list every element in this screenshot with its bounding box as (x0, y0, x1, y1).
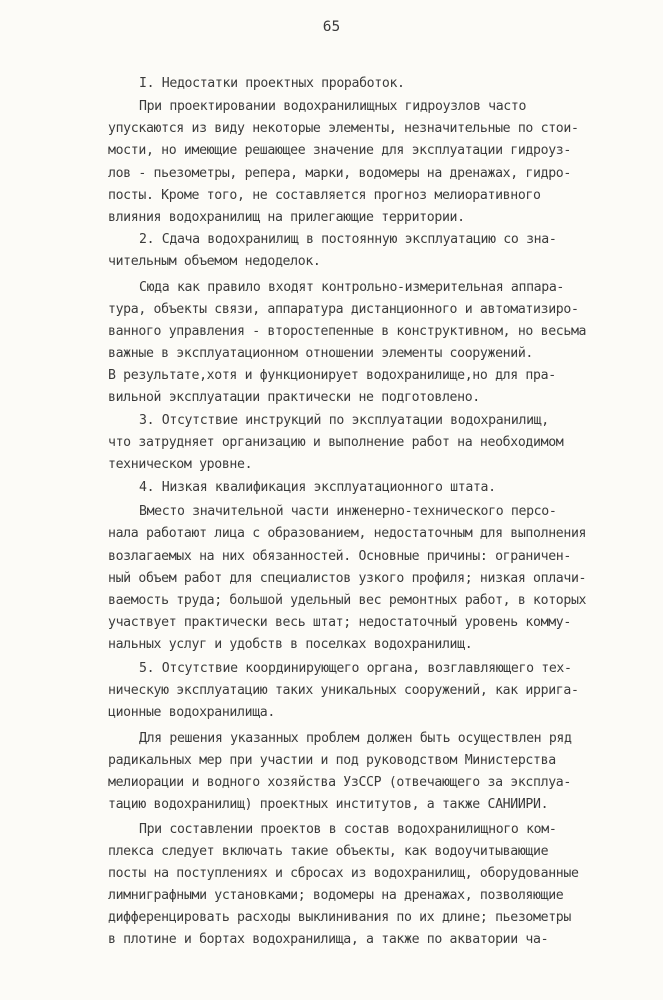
text-line: мости, но имеющие решающее значение для эксплуатации гидроуз- (108, 143, 571, 158)
heading-item-1: I. Недостатки проектных проработок. (139, 76, 405, 91)
text-line: важные в эксплуатационном отношении элементы сооружений. (108, 346, 534, 361)
text-line: мелиорации и водного хозяйства УзССР (отвечающего за эксплуа- (108, 775, 571, 790)
page-number: 65 (322, 19, 341, 35)
text-line: ционные водохранилища. (108, 705, 275, 720)
text-line: тура, объекты связи, аппаратура дистанционного и автоматизиро- (108, 302, 579, 317)
text-line: нала работают лица с образованием, недостаточным для выполнения (108, 526, 587, 541)
text-line: участвует практически весь штат; недостаточный уровень комму- (108, 615, 571, 630)
text-line: в плотине и бортах водохранилища, а также по акватории ча- (108, 932, 549, 947)
heading-item-4: 4. Низкая квалификация эксплуатационного штата. (139, 480, 496, 495)
heading-item-3: 3. Отсутствие инструкций по эксплуатации водохранилищ, (139, 413, 549, 428)
text-line: Вместо значительной части инженерно-технического персо- (139, 504, 557, 519)
text-line: техническом уровне. (108, 457, 253, 472)
text-line: лимниграфными установками; водомеры на дренажах, позволяющие (108, 888, 564, 903)
heading-item-5: 5. Отсутствие координирующего органа, возглавляющего тех- (139, 661, 572, 676)
text-line: Сюда как правило входят контрольно-измерительная аппара- (139, 280, 565, 295)
text-line: ваемость труда; большой удельный вес ремонтных работ, в которых (108, 593, 587, 608)
text-line: чительным объемом недоделок. (108, 254, 321, 269)
text-line: При проектировании водохранилищных гидроузлов часто (139, 99, 527, 114)
text-line: лов - пьезометры, репера, марки, водомеры на дренажах, гидро- (108, 166, 571, 181)
text-line: ванного управления - второстепенные в конструктивном, но весьма (108, 324, 587, 339)
text-line: ный объем работ для специалистов узкого профиля; низкая оплачи- (108, 571, 587, 586)
text-line: При составлении проектов в состав водохранилищного ком- (139, 822, 557, 837)
text-line: тацию водохранилищ) проектных институтов, а также САНИИРИ. (108, 797, 549, 812)
text-line: дифференцировать расходы выклинивания по их длине; пьезометры (108, 910, 571, 925)
text-line: посты на поступлениях и сбросах из водохранилищ, оборудованные (108, 866, 579, 881)
text-line: плекса следует включать такие объекты, как водоучитывающие (108, 844, 549, 859)
text-line: В результате,хотя и функционирует водохранилище,но для пра- (108, 368, 556, 383)
text-line: возлагаемых на них обязанностей. Основные причины: ограничен- (108, 549, 571, 564)
text-line: Для решения указанных проблем должен быть осуществлен ряд (139, 731, 572, 746)
heading-item-2: 2. Сдача водохранилищ в постоянную эксплуатацию со зна- (139, 232, 557, 247)
text-line: влияния водохранилищ на прилегающие территории. (108, 210, 465, 225)
text-line: радикальных мер при участии и под руководством Министерства (108, 753, 556, 768)
text-line: упускаются из виду некоторые элементы, незначительные по стои- (108, 121, 579, 136)
text-line: что затрудняет организацию и выполнение работ на необходимом (108, 435, 564, 450)
text-line: вильной эксплуатации практически не подготовлено. (108, 390, 480, 405)
text-line: ническую эксплуатацию таких уникальных сооружений, как ирригa- (108, 683, 579, 698)
text-line: посты. Кроме того, не составляется прогноз мелиоративного (108, 188, 541, 203)
text-line: нальных услуг и удобств в поселках водохранилищ. (108, 637, 473, 652)
